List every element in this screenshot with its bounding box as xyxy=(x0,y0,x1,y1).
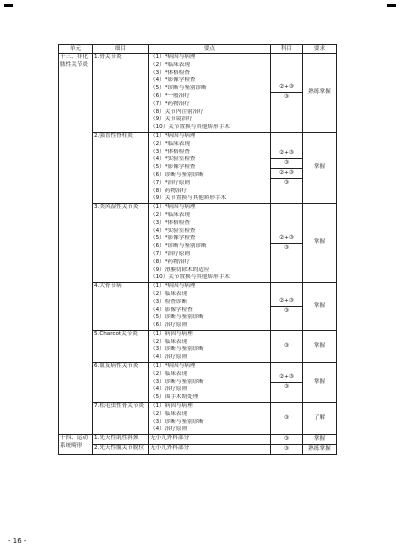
point-item: （4）影像学检查 xyxy=(150,306,193,313)
subject-value: ②+③ xyxy=(271,83,302,93)
point-item: （6）*一般治疗 xyxy=(150,92,190,99)
table-row xyxy=(59,403,337,435)
table-row xyxy=(59,435,337,445)
point-item: （5）*影像学检查 xyxy=(150,164,196,171)
item-cell: 2.强直性脊柱炎 xyxy=(93,132,149,203)
item-cell: 2.先天性髋关节脱位 xyxy=(93,445,149,455)
subject-cell xyxy=(271,283,303,331)
subject-value: ③ xyxy=(283,244,289,251)
table-row xyxy=(59,54,337,133)
requirement-cell: 熟练掌握 xyxy=(303,445,337,455)
header-subject: 科目 xyxy=(271,45,303,54)
subject-value: ②+③ xyxy=(271,373,302,383)
point-item: （3）诊断与鉴别诊断 xyxy=(150,418,204,425)
subject-value: ②+③ xyxy=(271,297,302,307)
point-item: （9）关节镜治疗 xyxy=(150,116,193,123)
item-cell: 1.先天性肌性斜颈 xyxy=(93,435,149,445)
points-cell xyxy=(149,132,271,203)
points-cell xyxy=(149,435,271,445)
subject-cell xyxy=(271,204,303,283)
point-item: （1）*病因与病理 xyxy=(150,54,196,60)
point-item: （7）*药物治疗 xyxy=(150,100,190,107)
points-cell xyxy=(149,283,271,331)
subject-cell xyxy=(271,435,303,445)
header-points: 要点 xyxy=(149,45,271,54)
syllabus-table xyxy=(58,44,337,455)
point-item: （7）*治疗原则 xyxy=(150,250,190,257)
point-item: （2）临床表现 xyxy=(150,338,188,345)
item-cell: 4.大骨节病 xyxy=(93,283,149,331)
point-item: （5）*诊断与鉴别诊断 xyxy=(150,85,207,92)
point-item: （4）*实验室检查 xyxy=(150,227,196,234)
subject-value: ③ xyxy=(283,94,289,101)
point-item: （3）检查诊断 xyxy=(150,298,188,305)
subject-value: ③ xyxy=(283,179,289,186)
point-item: （2）临床表现 xyxy=(150,290,188,297)
unit-cell: 十四、运动系统畸形 xyxy=(59,435,93,455)
subject-value: ③ xyxy=(271,159,302,169)
requirement-cell: 了解 xyxy=(303,403,337,435)
point-item: （10）关节置换与其他矫形手术 xyxy=(150,274,230,281)
point-item: 无小儿外科部分 xyxy=(150,435,190,442)
subject-cell xyxy=(271,403,303,435)
table-row xyxy=(59,363,337,403)
point-item: （1）*病因与病理 xyxy=(150,132,196,139)
point-item: （9）滑膜切除术的适应 xyxy=(150,266,210,273)
point-item: （3）*体格检查 xyxy=(150,148,190,155)
point-item: 无小儿外科部分 xyxy=(150,445,190,452)
requirement-cell: 掌握 xyxy=(303,330,337,362)
points-cell xyxy=(149,445,271,455)
subject-cell xyxy=(271,445,303,455)
subject-cell xyxy=(271,132,303,203)
subject-value: ③ xyxy=(283,384,289,391)
table-row xyxy=(59,445,337,455)
point-item: （6）诊断与鉴别诊断 xyxy=(150,171,204,178)
point-item: （3）*体格检查 xyxy=(150,219,190,226)
point-item: （6）治疗原则 xyxy=(150,322,188,329)
point-item: （4）*影像学检查 xyxy=(150,77,196,84)
point-item: （5）*影像学检查 xyxy=(150,235,196,242)
subject-value: ③ xyxy=(283,342,289,349)
subject-value: ②+③ xyxy=(271,234,302,244)
item-cell: 1.骨关节炎 xyxy=(93,54,149,133)
subject-cell xyxy=(271,54,303,133)
subject-cell xyxy=(271,330,303,362)
points-cell xyxy=(149,54,271,133)
points-cell xyxy=(149,330,271,362)
header-item: 细目 xyxy=(93,45,149,54)
crop-mark-top-left xyxy=(4,4,13,7)
subject-value: ③ xyxy=(283,436,289,443)
subject-value: ③ xyxy=(283,446,289,453)
point-item: （4）*实验室检查 xyxy=(150,156,196,163)
requirement-cell: 掌握 xyxy=(303,283,337,331)
point-item: （3）诊断与鉴别诊断 xyxy=(150,346,204,353)
point-item: （1）病因与病理 xyxy=(150,330,193,337)
point-item: （5）诊断与鉴别诊断 xyxy=(150,314,204,321)
requirement-cell: 掌握 xyxy=(303,204,337,283)
item-cell: 3.类风湿性关节炎 xyxy=(93,204,149,283)
points-cell xyxy=(149,403,271,435)
point-item: （2）临床表现 xyxy=(150,410,188,417)
item-cell: 5.Charcot关节炎 xyxy=(93,330,149,362)
point-item: （4）治疗原则 xyxy=(150,426,188,433)
point-item: （2）临床表现 xyxy=(150,370,188,377)
point-item: （8）药物治疗 xyxy=(150,187,188,194)
point-item: （5）围手术期处理 xyxy=(150,394,199,401)
item-cell: 7.松毛虫性骨关节炎 xyxy=(93,403,149,435)
subject-value: ③ xyxy=(283,308,289,314)
points-cell xyxy=(149,204,271,283)
table-row xyxy=(59,330,337,362)
table-header-row xyxy=(59,45,337,54)
header-requirement: 要求 xyxy=(303,45,337,54)
subject-value: ③ xyxy=(283,415,289,422)
point-item: （2）*临床表现 xyxy=(150,211,190,218)
subject-cell xyxy=(271,363,303,403)
table-row xyxy=(59,283,337,331)
point-item: （2）*临床表现 xyxy=(150,140,190,147)
point-item: （1）*病因与病理 xyxy=(150,363,196,370)
point-item: （3）*体格检查 xyxy=(150,69,190,76)
point-item: （4）治疗原则 xyxy=(150,386,188,393)
point-item: （8）*药物治疗 xyxy=(150,258,190,265)
point-item: （3）诊断与鉴别诊断 xyxy=(150,378,204,385)
point-item: （1）*病因与病理 xyxy=(150,283,196,290)
point-item: （6）*诊断与鉴别诊断 xyxy=(150,243,207,250)
point-item: （1）*病因与病理 xyxy=(150,204,196,211)
points-cell xyxy=(149,363,271,403)
subject-value: ②+③ xyxy=(271,149,302,159)
table-row xyxy=(59,204,337,283)
header-unit: 单元 xyxy=(59,45,93,54)
item-cell: 6.血友病性关节炎 xyxy=(93,363,149,403)
crop-mark-top-right xyxy=(387,4,396,7)
subject-value: ②+③ xyxy=(271,169,302,179)
point-item: （10）关节置换与其他矫形手术 xyxy=(150,124,230,131)
point-item: （4）治疗原则 xyxy=(150,354,188,361)
point-item: （7）*治疗原则 xyxy=(150,179,190,186)
point-item: （1）病因与病理 xyxy=(150,403,193,410)
table-row xyxy=(59,132,337,203)
point-item: （9）关节置换与其他矫形手术 xyxy=(150,195,227,202)
requirement-cell: 掌握 xyxy=(303,363,337,403)
point-item: （2）*临床表现 xyxy=(150,61,190,68)
requirement-cell: 掌握 xyxy=(303,435,337,445)
point-item: （8）关节内注射治疗 xyxy=(150,108,204,115)
unit-cell: 十三、非化脓性关节炎 xyxy=(59,54,93,435)
requirement-cell: 掌握 xyxy=(303,132,337,203)
requirement-cell: 熟练掌握 xyxy=(303,54,337,133)
page-number: - 16 - xyxy=(8,537,27,545)
